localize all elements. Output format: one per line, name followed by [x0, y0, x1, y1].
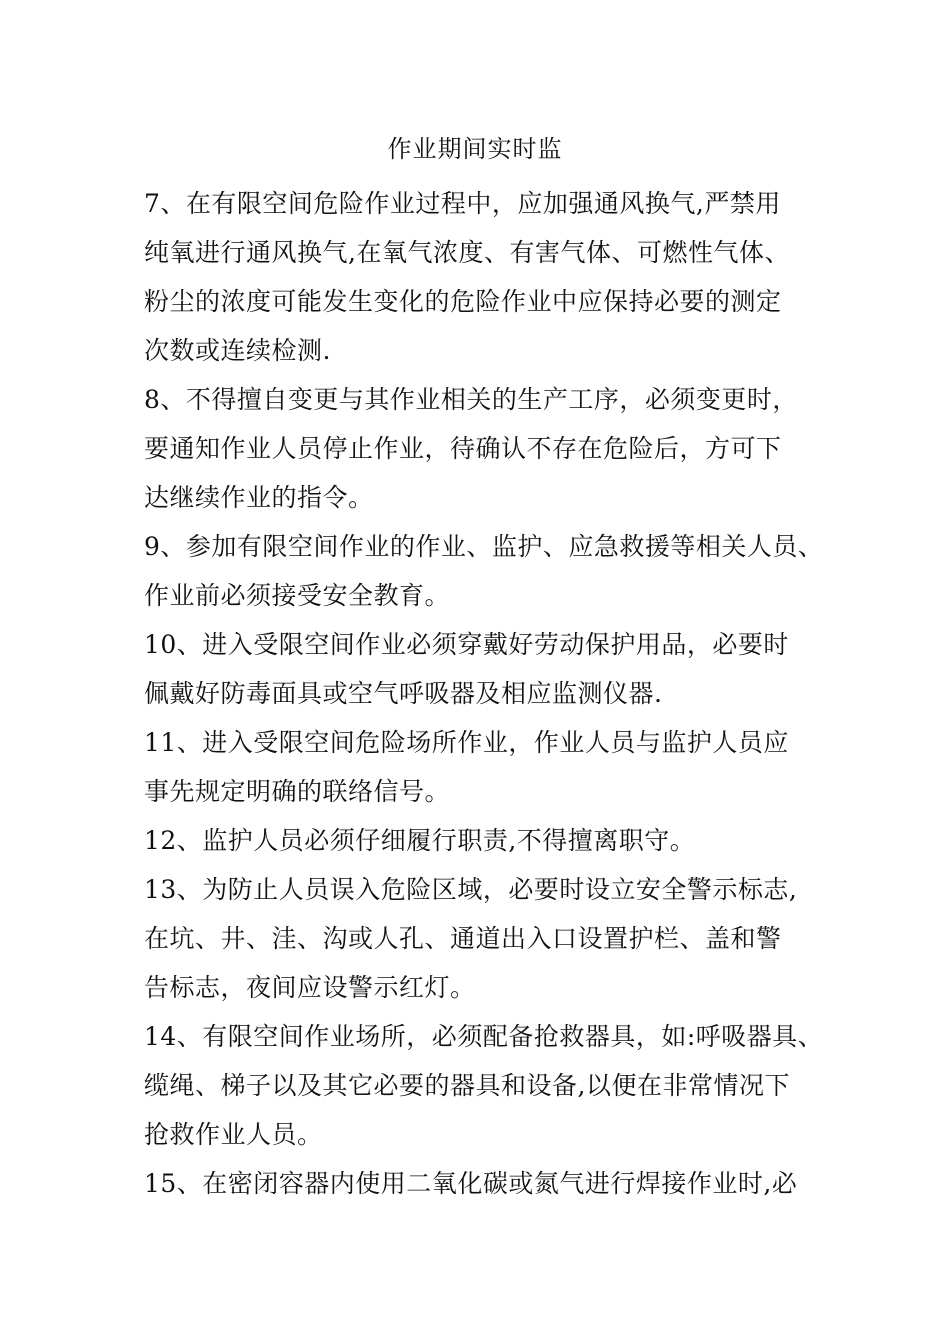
text-line: 8、不得擅自变更与其作业相关的生产工序，必须变更时，: [144, 385, 798, 414]
text-line: 11、进入受限空间危险场所作业，作业人员与监护人员应: [144, 728, 789, 757]
text-line: 要通知作业人员停止作业，待确认不存在危险后，方可下: [144, 434, 782, 463]
document-body: [144, 179, 834, 1208]
text-line: 抢救作业人员。: [144, 1120, 323, 1149]
text-line: 粉尘的浓度可能发生变化的危险作业中应保持必要的测定: [144, 287, 782, 316]
text-line: 达继续作业的指令。: [144, 483, 374, 512]
text-line: 次数或连续检测.: [144, 336, 331, 365]
page-title: 作业期间实时监: [387, 135, 563, 163]
text-line: 事先规定明确的联络信号。: [144, 777, 451, 806]
text-line: 14、有限空间作业场所，必须配备抢救器具，如:呼吸器具、: [144, 1022, 824, 1051]
text-line: 7、在有限空间危险作业过程中，应加强通风换气,严禁用: [144, 189, 781, 218]
text-line: 缆绳、梯子以及其它必要的器具和设备,以便在非常情况下: [144, 1071, 790, 1100]
text-line: 15、在密闭容器内使用二氧化碳或氮气进行焊接作业时,必: [144, 1169, 798, 1198]
text-line: 10、进入受限空间作业必须穿戴好劳动保护用品，必要时: [144, 630, 789, 659]
text-line: 佩戴好防毒面具或空气呼吸器及相应监测仪器.: [144, 679, 663, 708]
text-line: 13、为防止人员误入危险区域，必要时设立安全警示标志,: [144, 875, 798, 904]
text-line: 9、参加有限空间作业的作业、监护、应急救援等相关人员、: [144, 532, 824, 561]
text-line: 12、监护人员必须仔细履行职责,不得擅离职守。: [144, 826, 696, 855]
text-line: 作业前必须接受安全教育。: [144, 581, 451, 610]
text-line: 告标志，夜间应设警示红灯。: [144, 973, 476, 1002]
text-line: 纯氧进行通风换气,在氧气浓度、有害气体、可燃性气体、: [144, 238, 790, 267]
text-line: 在坑、井、洼、沟或人孔、通道出入口设置护栏、盖和警: [144, 924, 782, 953]
